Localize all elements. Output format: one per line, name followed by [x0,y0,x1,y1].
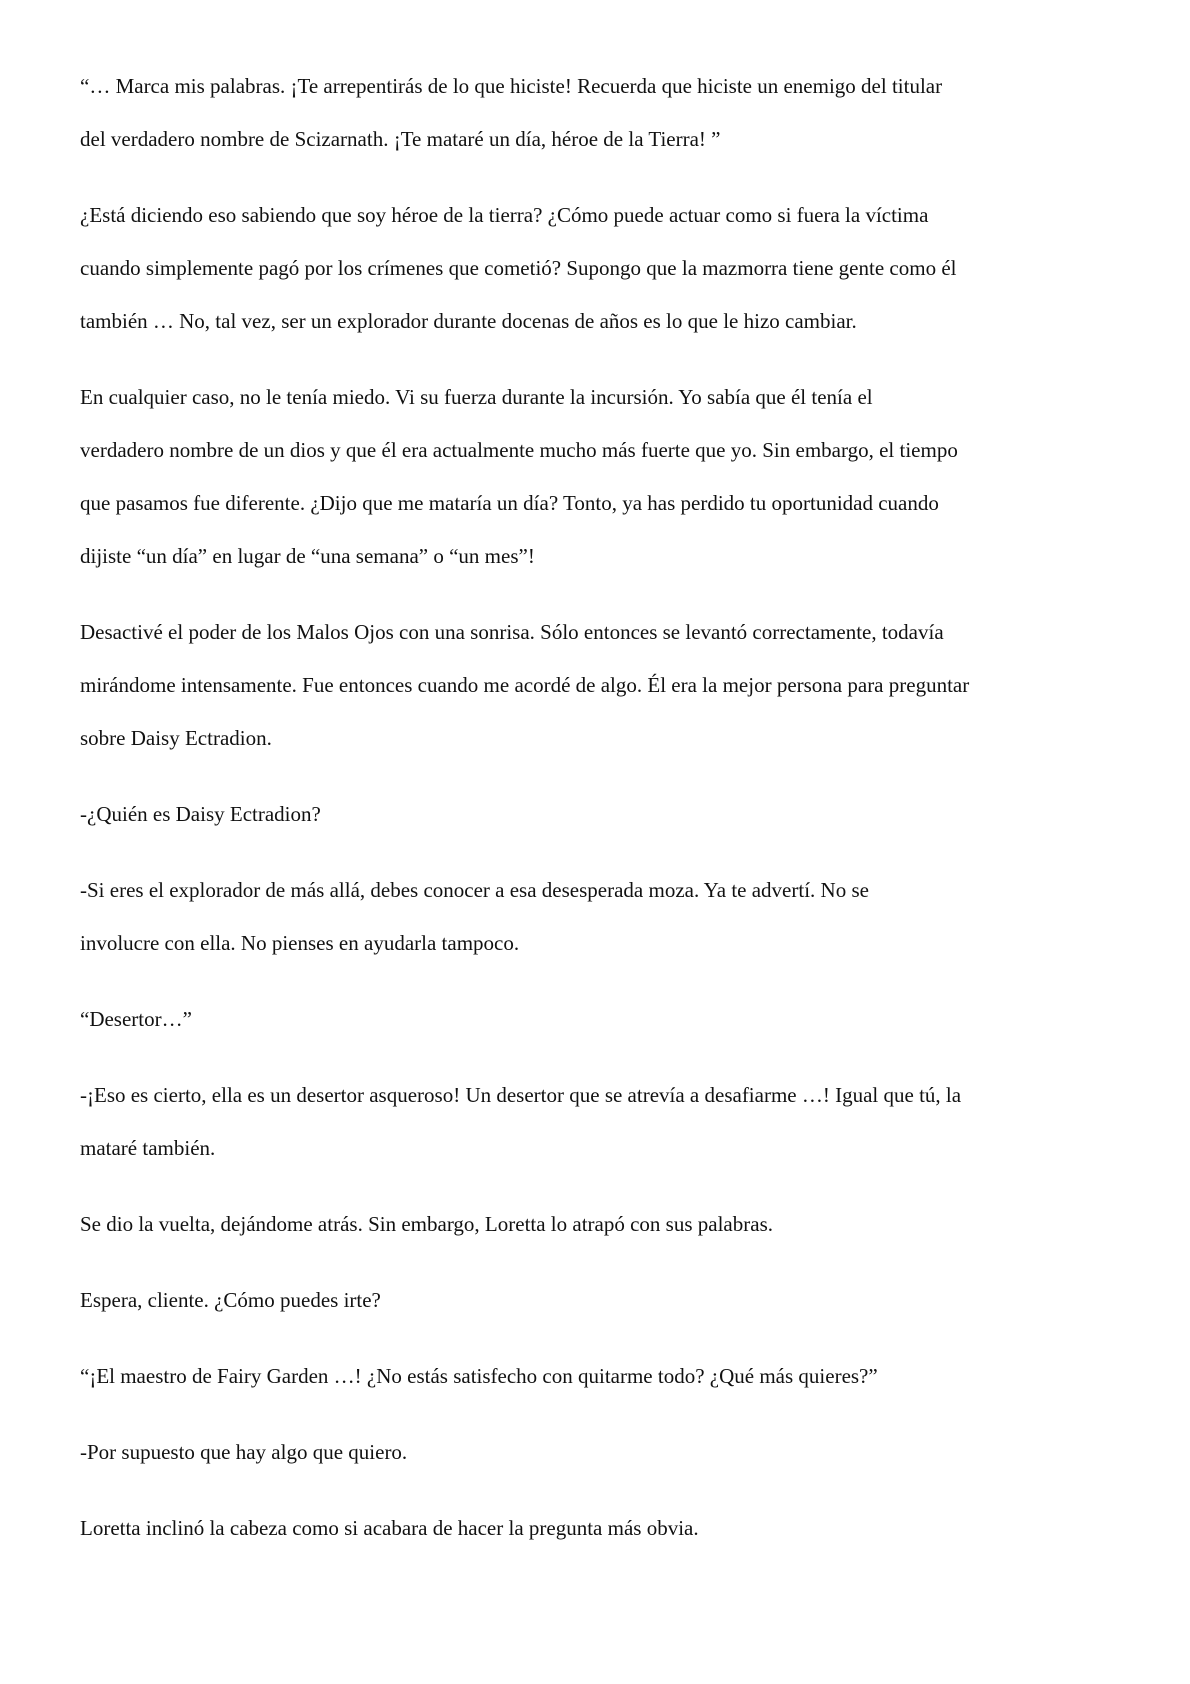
paragraph [80,1198,1110,1251]
text-line: sobre Daisy Ectradion. [80,726,272,750]
text-line: que pasamos fue diferente. ¿Dijo que me mataría un día? Tonto, ya has perdido tu oportunidad cuando [80,491,939,515]
text-line: En cualquier caso, no le tenía miedo. Vi su fuerza durante la incursión. Yo sabía que él tenía el [80,385,873,409]
text-line: -¿Quién es Daisy Ectradion? [80,802,321,826]
paragraph [80,788,1110,841]
text-line: “Desertor…” [80,1007,192,1031]
paragraph [80,1502,1110,1555]
text-line: ¿Está diciendo eso sabiendo que soy héroe de la tierra? ¿Cómo puede actuar como si fuera la víctima [80,203,929,227]
text-line: Desactivé el poder de los Malos Ojos con una sonrisa. Sólo entonces se levantó correctamente, todavía [80,620,944,644]
paragraph [80,606,1110,765]
text-line: mataré también. [80,1136,216,1160]
paragraph [80,864,1110,970]
text-line: “… Marca mis palabras. ¡Te arrepentirás de lo que hiciste! Recuerda que hiciste un enemigo del titular [80,74,943,98]
text-line: del verdadero nombre de Scizarnath. ¡Te mataré un día, héroe de la Tierra! ” [80,127,721,151]
text-line: Espera, cliente. ¿Cómo puedes irte? [80,1288,381,1312]
text-line: mirándome intensamente. Fue entonces cuando me acordé de algo. Él era la mejor persona para preguntar [80,673,970,697]
text-line: Loretta inclinó la cabeza como si acabara de hacer la pregunta más obvia. [80,1516,699,1540]
paragraph [80,60,1110,166]
text-line: Se dio la vuelta, dejándome atrás. Sin embargo, Loretta lo atrapó con sus palabras. [80,1212,773,1236]
paragraph [80,371,1110,583]
text-line: “¡El maestro de Fairy Garden …! ¿No estás satisfecho con quitarme todo? ¿Qué más quieres?” [80,1364,878,1388]
paragraph [80,1274,1110,1327]
text-line: involucre con ella. No pienses en ayudarla tampoco. [80,931,520,955]
paragraph [80,993,1110,1046]
paragraph [80,1426,1110,1479]
text-line: -Si eres el explorador de más allá, debes conocer a esa desesperada moza. Ya te advertí. No se [80,878,869,902]
paragraph [80,1350,1110,1403]
paragraph [80,189,1110,348]
text-line: verdadero nombre de un dios y que él era actualmente mucho más fuerte que yo. Sin embargo, el tiempo [80,438,958,462]
paragraph [80,1069,1110,1175]
text-line: también … No, tal vez, ser un explorador durante docenas de años es lo que le hizo cambiar. [80,309,857,333]
text-line: -Por supuesto que hay algo que quiero. [80,1440,408,1464]
text-line: dijiste “un día” en lugar de “una semana” o “un mes”! [80,544,535,568]
text-line: cuando simplemente pagó por los crímenes que cometió? Supongo que la mazmorra tiene gente como él [80,256,957,280]
text-line: -¡Eso es cierto, ella es un desertor asqueroso! Un desertor que se atrevía a desafiarme …! Igual que tú, la [80,1083,962,1107]
